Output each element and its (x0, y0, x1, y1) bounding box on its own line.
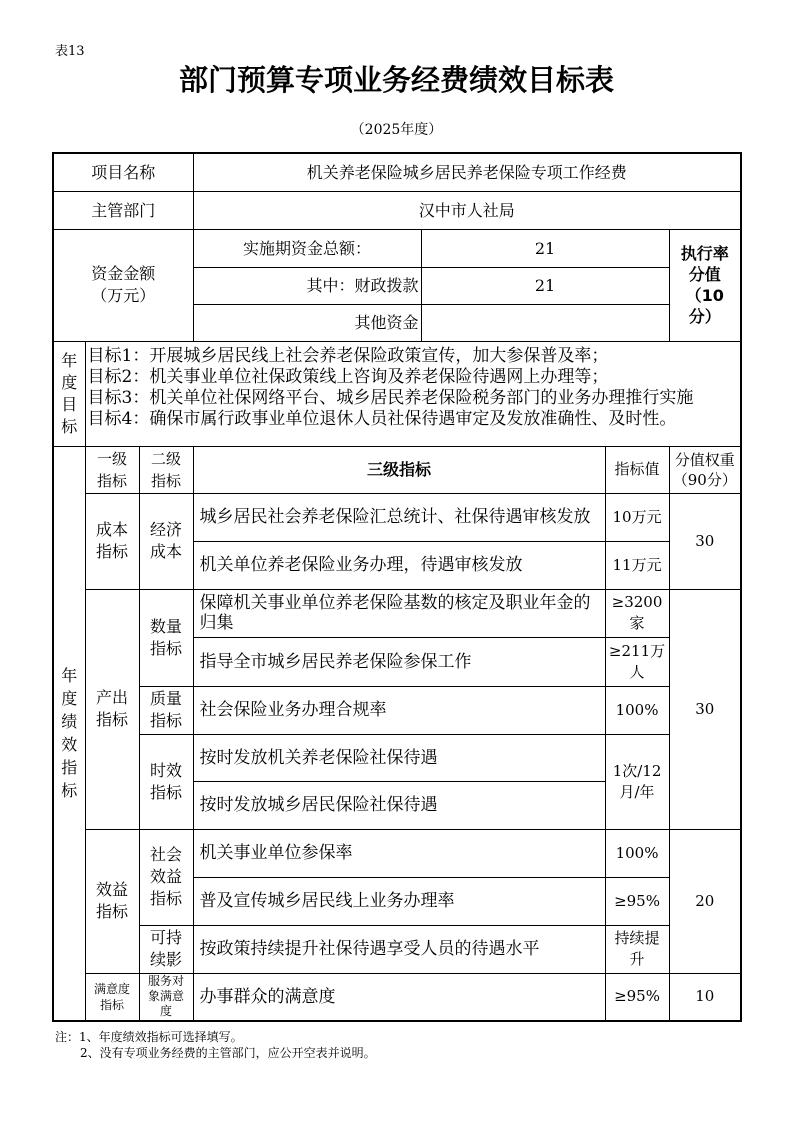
indicator-text: 社会保险业务办理合规率 (193, 686, 605, 734)
level2-label: 数量指标 (150, 616, 183, 658)
indicator-value-cell (605, 589, 669, 637)
indicator-value: 100% (615, 700, 659, 719)
level2-label: 质量指标 (150, 689, 183, 730)
footnotes (55, 1029, 376, 1061)
level2-label: 服务对象满意度 (148, 974, 185, 1019)
indicator-row (53, 493, 741, 541)
level2-label: 可持续影 (150, 928, 183, 969)
funds-label: 资金金额（万元） (91, 264, 156, 305)
indicator-text: 普及宣传城乡居民线上业务办理率 (193, 877, 605, 925)
fund-total-value: 21 (421, 229, 669, 267)
level2-label: 社会效益指标 (150, 845, 183, 908)
indicator-text: 按政策持续提升社保待遇享受人员的待遇水平 (193, 925, 605, 973)
level1-cell (85, 589, 139, 829)
goal-item: 目标4：确保市属行政事业单位退休人员社保待遇审定及发放准确性、及时性。 (87, 408, 677, 429)
indicator-row (53, 925, 741, 973)
indicator-text: 指导全市城乡居民养老保险参保工作 (193, 637, 605, 686)
header-level2: 二级指标 (151, 449, 182, 490)
level2-cell (139, 734, 193, 829)
indicator-header-row (53, 446, 741, 493)
indicator-value-cell (605, 925, 669, 973)
indicator-value-cell (605, 637, 669, 686)
fiscal-year: （2025年度） (350, 122, 443, 138)
header-weight-cell (669, 446, 741, 493)
goal-item: 目标1：开展城乡居民线上社会养老保险政策宣传，加大参保普及率； (87, 345, 609, 366)
header-weight: 分值权重（90分） (672, 450, 737, 489)
annual-goals-label-cell (53, 341, 85, 446)
level1-label: 成本指标 (95, 520, 128, 561)
indicator-text: 机关事业单位参保率 (193, 829, 605, 877)
fund-other-value (421, 304, 669, 341)
indicator-value-cell (605, 734, 669, 829)
level1-label: 效益指标 (95, 880, 128, 921)
level2-label: 经济成本 (150, 520, 183, 561)
annual-goals-row (53, 341, 741, 446)
indicator-weight: 30 (669, 493, 741, 589)
indicator-value: 1次/12月/年 (612, 761, 662, 801)
header-value: 指标值 (605, 446, 669, 493)
level2-cell (139, 829, 193, 925)
indicator-text: 按时发放机关养老保险社保待遇 (193, 734, 605, 781)
indicator-text: 按时发放城乡居民保险社保待遇 (193, 781, 605, 829)
level1-cell (85, 493, 139, 589)
header-level1-cell (85, 446, 139, 493)
header-level2-cell (139, 446, 193, 493)
fund-total-label: 实施期资金总额： (193, 229, 421, 267)
annual-goals-label: 年度目标 (61, 350, 78, 436)
fund-total-row (53, 229, 741, 267)
execution-score-cell (669, 229, 741, 341)
department-row (53, 191, 741, 229)
level2-label: 时效指标 (150, 760, 183, 802)
indicator-value-cell (605, 686, 669, 734)
annual-indicators-label-cell (53, 446, 85, 1021)
level2-cell (139, 686, 193, 734)
level2-cell (139, 589, 193, 686)
indicator-value-cell (605, 829, 669, 877)
indicator-text: 城乡居民社会养老保险汇总统计、社保待遇审核发放 (193, 493, 605, 541)
department-label: 主管部门 (53, 191, 193, 229)
indicator-row (53, 589, 741, 637)
footnote-2: 2、没有专项业务经费的主管部门，应公开空表并说明。 (80, 1046, 376, 1060)
annual-goals-cell (85, 341, 741, 446)
indicator-row (53, 829, 741, 877)
level2-cell (139, 925, 193, 973)
fund-fiscal-label: 其中：财政拨款 (193, 267, 421, 304)
indicator-row (53, 734, 741, 781)
goal-item: 目标3：机关单位社保网络平台、城乡居民养老保险税务部门的业务办理推行实施 (87, 387, 694, 408)
level1-label: 产出指标 (95, 688, 128, 729)
indicator-value-cell (605, 493, 669, 541)
header-level1: 一级指标 (96, 449, 127, 490)
indicator-value: 持续提升 (614, 929, 660, 968)
indicator-value: 10万元 (612, 507, 662, 526)
indicator-value-cell (605, 973, 669, 1021)
department-value: 汉中市人社局 (193, 191, 741, 229)
indicator-row (53, 686, 741, 734)
indicator-text: 保障机关事业单位养老保险基数的核定及职业年金的归集 (193, 589, 605, 637)
header-level3: 三级指标 (193, 446, 605, 493)
indicator-value: ≥3200家 (611, 593, 663, 632)
level2-cell (139, 493, 193, 589)
indicator-weight: 20 (669, 829, 741, 973)
indicator-value: ≥95% (614, 891, 660, 910)
fund-other-label: 其他资金 (193, 304, 421, 341)
indicator-value: 11万元 (612, 555, 662, 574)
project-name-row (53, 153, 741, 191)
project-name-label: 项目名称 (53, 153, 193, 191)
indicator-value-cell (605, 877, 669, 925)
annual-indicators-label: 年度绩效指标 (61, 666, 78, 801)
indicator-value: ≥211万人 (608, 641, 666, 681)
indicator-value: ≥95% (614, 987, 660, 1006)
project-name-value: 机关养老保险城乡居民养老保险专项工作经费 (193, 153, 741, 191)
funds-label-cell (53, 229, 193, 341)
level1-cell (85, 973, 139, 1021)
indicator-row (53, 973, 741, 1021)
page-title: 部门预算专项业务经费绩效目标表 (178, 63, 614, 97)
fund-fiscal-value: 21 (421, 267, 669, 304)
indicator-weight: 10 (669, 973, 741, 1021)
indicator-value-cell (605, 541, 669, 589)
footnote-1: 注：1、年度绩效指标可选择填写。 (55, 1030, 243, 1044)
performance-target-table (52, 152, 742, 1022)
indicator-text: 机关单位养老保险业务办理，待遇审核发放 (193, 541, 605, 589)
goal-item: 目标2：机关事业单位社保政策线上咨询及养老保险待遇网上办理等； (87, 366, 609, 387)
indicator-text: 办事群众的满意度 (193, 973, 605, 1021)
table-number: 表13 (55, 44, 85, 59)
level1-label: 满意度指标 (93, 981, 130, 1012)
indicator-weight: 30 (669, 589, 741, 829)
level2-cell (139, 973, 193, 1021)
level1-cell (85, 829, 139, 973)
execution-score-label: 执行率分值（10分） (680, 244, 729, 326)
indicator-value: 100% (615, 843, 659, 862)
